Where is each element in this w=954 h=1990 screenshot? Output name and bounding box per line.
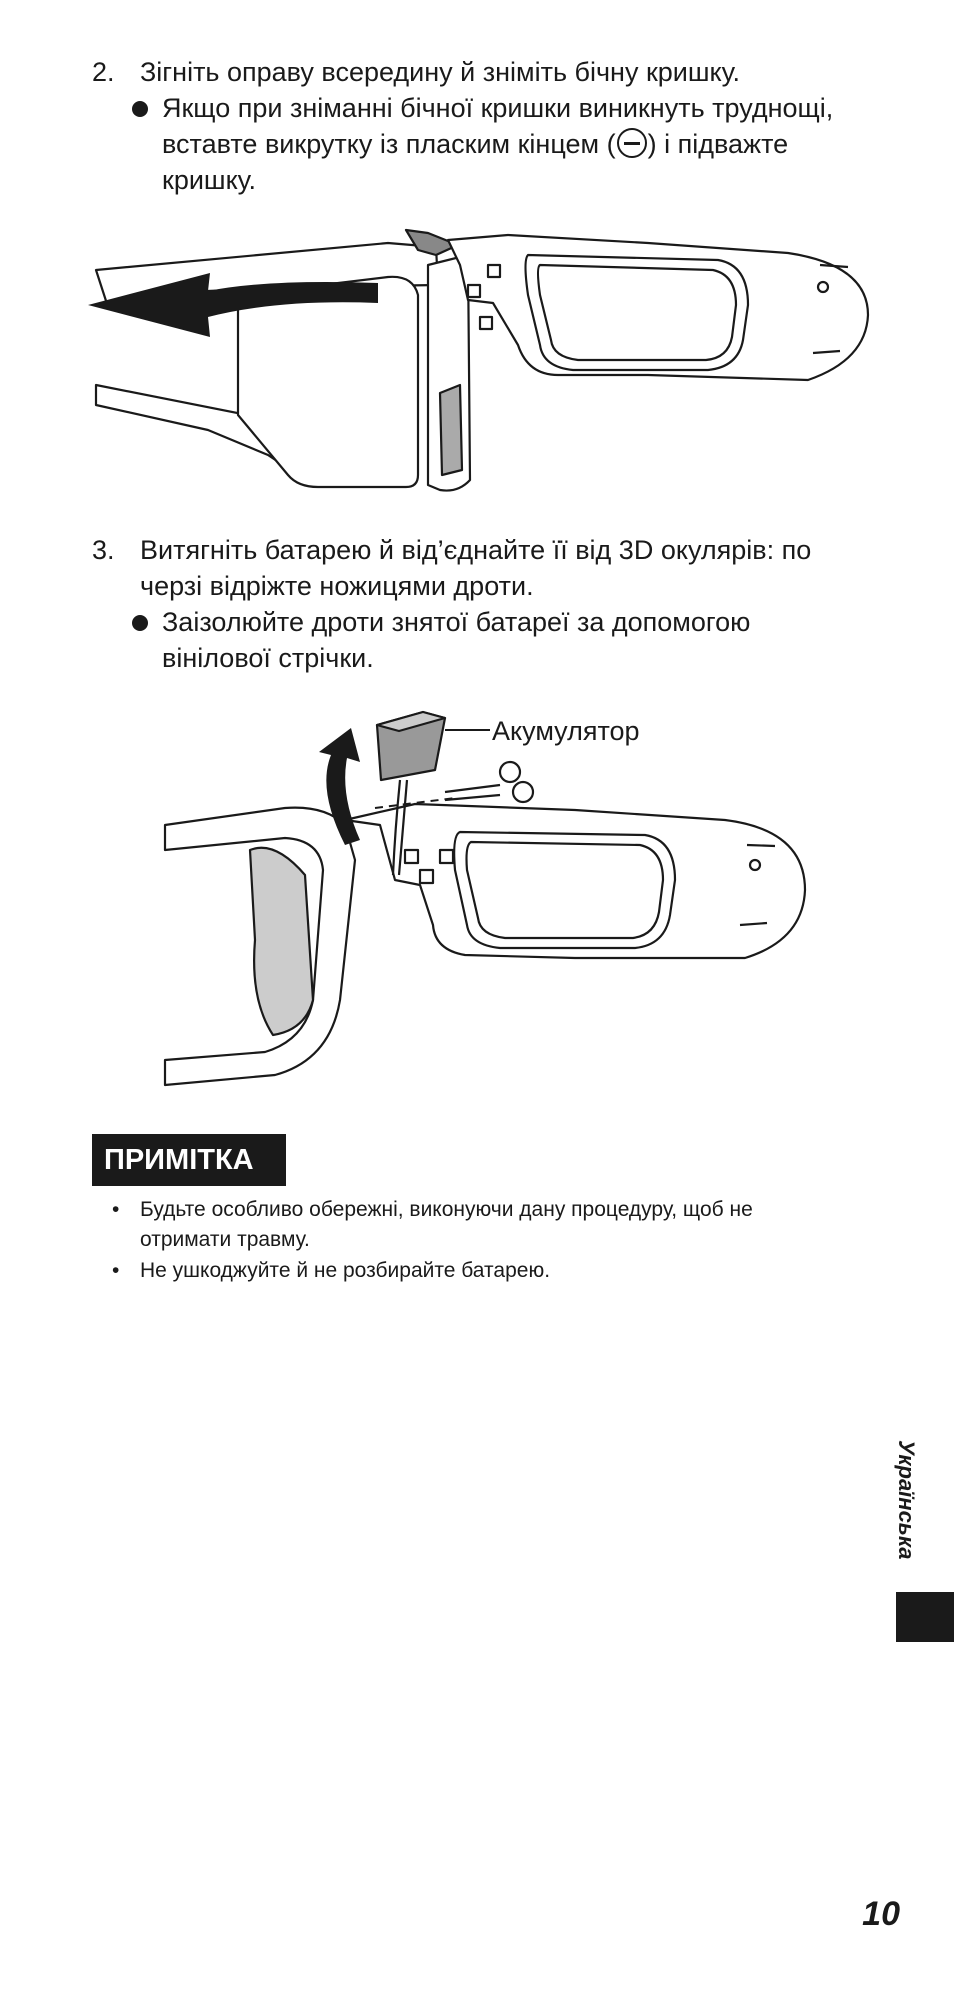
circuit-part	[468, 285, 480, 297]
battery-removal-illustration	[155, 700, 815, 1100]
scissors-icon	[513, 782, 533, 802]
step-2-bullet	[132, 90, 892, 198]
circuit-part	[420, 870, 433, 883]
note-heading: ПРИМІТКА	[92, 1134, 286, 1186]
side-cover	[238, 277, 418, 487]
bullet-line: Якщо при зніманні бічної кришки виникнуть труднощі,	[162, 93, 834, 123]
scissors-blade	[445, 795, 500, 800]
frame-screw-icon	[750, 860, 760, 870]
circuit-part	[440, 850, 453, 863]
scissors-icon	[500, 762, 520, 782]
bullet-dot-icon	[132, 615, 148, 631]
language-side-label: Українська	[894, 1440, 919, 1560]
page-number: 10	[862, 1895, 900, 1933]
lens-inner	[538, 265, 736, 360]
note-line: Не ушкоджуйте й не розбирайте батарею.	[140, 1259, 551, 1282]
note-line: Будьте особливо обережні, виконуючи дану процедуру, щоб не	[140, 1198, 753, 1221]
circuit-part	[488, 265, 500, 277]
note-bullet: •	[112, 1198, 120, 1221]
note-item	[112, 1256, 892, 1286]
step-text: Зігніть оправу всередину й зніміть бічну кришку.	[140, 57, 740, 87]
frame-slot	[747, 845, 775, 846]
step-number: 3.	[92, 535, 115, 565]
note-bullet: •	[112, 1259, 120, 1282]
lens-inner	[467, 842, 664, 938]
step-3-bullet	[132, 604, 892, 676]
language-tab-marker	[896, 1592, 954, 1642]
remove-side-cover-illustration	[88, 225, 888, 505]
battery-label: Акумулятор	[492, 716, 640, 746]
bullet-line: кришку.	[162, 165, 256, 195]
step-text: Витягніть батарею й від’єднайте її від 3D окулярів: по	[140, 535, 812, 565]
bullet-line: вінілової стрічки.	[162, 643, 374, 673]
circuit-part	[405, 850, 418, 863]
step-number: 2.	[92, 57, 115, 87]
note-line: отримати травму.	[140, 1228, 310, 1251]
frame-screw-icon	[818, 282, 828, 292]
step-text: черзі відріжте ножицями дроти.	[140, 571, 534, 601]
bullet-line: вставте викрутку із пласким кінцем ( ) і підважте	[162, 129, 789, 159]
flat-screwdriver-icon	[617, 128, 647, 158]
note-item	[112, 1195, 892, 1255]
bullet-dot-icon	[132, 101, 148, 117]
strap-shadow	[250, 848, 313, 1035]
scissors-blade	[445, 785, 500, 792]
bullet-line: Заізолюйте дроти знятої батареї за допомогою	[162, 607, 751, 637]
hinge-shade	[440, 385, 462, 475]
circuit-part	[480, 317, 492, 329]
